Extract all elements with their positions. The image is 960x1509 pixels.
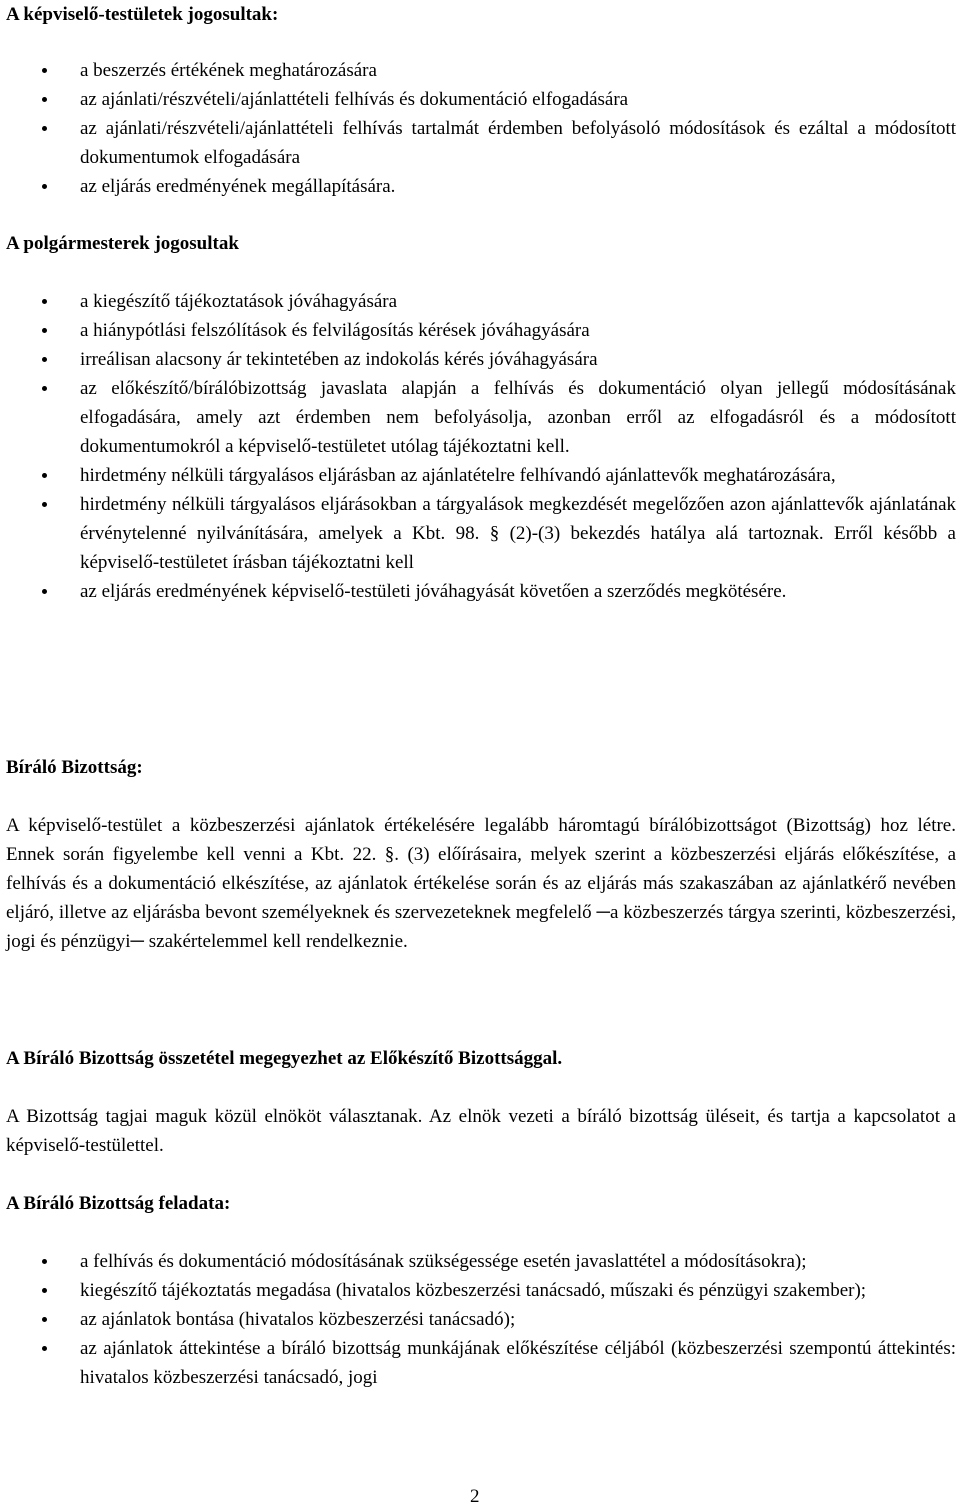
bullet-icon [42,1259,47,1264]
bullet-icon [42,1288,47,1293]
list-item-text: a hiánypótlási felszólítások és felvilágosítás kérések jóváhagyására [80,320,590,341]
list-item [0,85,960,114]
list-item [0,1334,960,1392]
heading-kepviselo-testuletek: A képviselő-testületek jogosultak: [6,4,279,25]
bullet-icon [42,473,47,478]
bullet-icon [42,1317,47,1322]
heading-osszetetel: A Bíráló Bizottság összetétel megegyezhet az Előkészítő Bizottsággal. [6,1048,563,1069]
bullet-icon [42,502,47,507]
bullet-icon [42,126,47,131]
bullet-icon [42,357,47,362]
list-item-text: az ajánlatok bontása (hivatalos közbeszerzési tanácsadó); [80,1309,516,1330]
bullet-icon [42,328,47,333]
list-item [0,345,960,374]
list-item [0,490,960,577]
list-item [0,56,960,85]
bullet-icon [42,184,47,189]
bullet-icon [42,589,47,594]
list-item-text: az ajánlati/részvételi/ajánlattételi felhívás tartalmát érdemben befolyásoló módosítások és ezáltal a módosított dokumentumok elfogadására [80,118,956,168]
list-item [0,461,960,490]
list-item-text: kiegészítő tájékoztatás megadása (hivatalos közbeszerzési tanácsadó, műszaki és pénzügyi szakember); [80,1280,867,1301]
list-item-text: irreálisan alacsony ár tekintetében az indokolás kérés jóváhagyására [80,349,598,370]
list-item-text: hirdetmény nélküli tárgyalásos eljárásban az ajánlatételre felhívandó ajánlattevők meghatározására, [80,465,836,486]
list-polgarmesterek [0,287,960,606]
list-item [0,316,960,345]
paragraph-elnok: A Bizottság tagjai maguk közül elnököt választanak. Az elnök vezeti a bíráló bizottság üléseit, és tartja a kapcsolatot a képviselő-testülettel. [6,1106,956,1156]
bullet-icon [42,97,47,102]
bullet-icon [42,1346,47,1351]
list-item-text: a kiegészítő tájékoztatások jóváhagyására [80,291,398,312]
list-item-text: az ajánlatok áttekintése a bíráló bizottság munkájának előkészítése céljából (közbeszerzési szempontú áttekintés: hivatalos közbeszerzési tanácsadó, jogi [80,1338,956,1388]
list-item [0,577,960,606]
list-item [0,1305,960,1334]
list-item-text: az előkészítő/bírálóbizottság javaslata alapján a felhívás és dokumentáció olyan jellegű módosításának elfogadására, amely azt érdemben nem befolyásolja, azonban erről az elfogadásról és a módosított dokumentumokról a képviselő-testületet utólag tájékoztatni kell. [80,378,956,457]
heading-polgarmesterek: A polgármesterek jogosultak [6,233,239,254]
list-item [0,1247,960,1276]
page-number: 2 [470,1486,480,1507]
bullet-icon [42,386,47,391]
heading-bizottsag-feladata: A Bíráló Bizottság feladata: [6,1193,231,1214]
paragraph-biralo-bizottsag: A képviselő-testület a közbeszerzési ajánlatok értékelésére legalább háromtagú bírálóbizottságot (Bizottság) hoz létre. Ennek során figyelembe kell venni a Kbt. 22. §. (3) előírásaira, melyek szerint a közbeszerzési eljárás előkészítése, a felhívás és a dokumentáció elkészítése, az ajánlatok értékelése során és az eljárás más szakaszában az ajánlatkérő nevében eljáró, illetve az eljárásba bevont személyeknek és szervezeteknek megfelelő ─a közbeszerzés tárgya szerinti, közbeszerzési, jogi és pénzügyi─ szakértelemmel kell rendelkeznie. [6,815,956,952]
list-item-text: a beszerzés értékének meghatározására [80,60,377,81]
list-item-text: a felhívás és dokumentáció módosításának szükségessége esetén javaslattétel a módosításokra); [80,1251,807,1272]
list-bizottsag-feladata [0,1247,960,1392]
list-item-text: az eljárás eredményének megállapítására. [80,176,396,197]
list-item-text: hirdetmény nélküli tárgyalásos eljárásokban a tárgyalások megkezdését megelőzően azon ajánlattevők ajánlatának érvénytelenné nyilvánítására, amelyek a Kbt. 98. § (2)-(3) bekezdés hatálya alá tartoznak. Erről később a képviselő-testületet írásban tájékoztatni kell [80,494,956,573]
list-item-text: az ajánlati/részvételi/ajánlattételi felhívás és dokumentáció elfogadására [80,89,629,110]
bullet-icon [42,299,47,304]
list-item [0,172,960,201]
bullet-icon [42,68,47,73]
list-kepviselo-testuletek [0,56,960,201]
list-item [0,374,960,461]
list-item [0,1276,960,1305]
list-item [0,114,960,172]
list-item [0,287,960,316]
heading-biralo-bizottsag: Bíráló Bizottság: [6,757,143,778]
list-item-text: az eljárás eredményének képviselő-testületi jóváhagyását követően a szerződés megkötésére. [80,581,787,602]
